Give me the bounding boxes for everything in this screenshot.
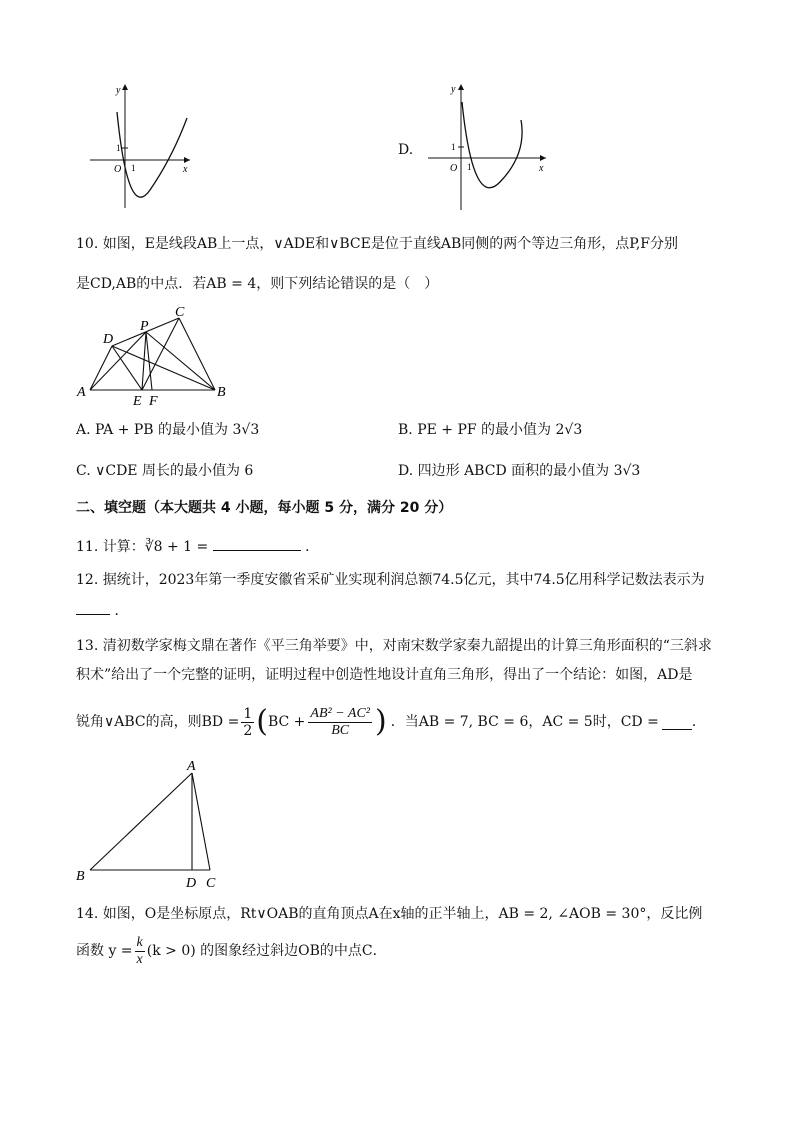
x-arrow-icon	[184, 157, 190, 163]
q10-option-c[interactable]: C. ∨CDE 周长的最小值为 6	[76, 463, 254, 479]
q11-answer-blank[interactable]	[213, 536, 301, 551]
q13-main-num: AB² − AC²	[310, 705, 370, 721]
point-e-label: E	[133, 394, 142, 409]
q13-half-fraction	[241, 706, 254, 739]
q13-half-num: 1	[243, 705, 253, 722]
point-f-label: F	[149, 394, 158, 409]
q14-line1: 14. 如图，O是坐标原点，Rt∨OAB的直角顶点A在x轴的正半轴上，AB = 2, ∠AOB = 30°，反比例	[76, 906, 703, 922]
graph-option-c	[80, 80, 200, 215]
y-arrow-icon	[458, 84, 464, 90]
q10-figure	[72, 300, 242, 410]
x-arrow-icon	[540, 155, 546, 161]
y-label: y	[116, 85, 121, 96]
q14-l2-b: (k > 0) 的图象经过斜边OB的中点C．	[146, 943, 387, 959]
q12-end: ．	[114, 603, 129, 619]
y-arrow-icon	[122, 84, 128, 90]
q13-line3	[76, 700, 706, 744]
origin-label: O	[114, 164, 122, 175]
one-y-label: 1	[116, 143, 121, 153]
section-2-heading: 二、填空题（本大题共 4 小题，每小题 5 分，满分 20 分）	[76, 500, 453, 516]
q10-option-d[interactable]: D. 四边形 ABCD 面积的最小值为 3√3	[398, 463, 641, 479]
one-x-label: 1	[467, 162, 472, 172]
q13-l3-bc: BC +	[267, 714, 306, 730]
q13-triangle-figure	[72, 756, 232, 891]
q12-answer-blank[interactable]	[76, 600, 110, 615]
one-y-label: 1	[451, 142, 456, 152]
q12-line1: 12. 据统计，2023年第一季度安徽省采矿业实现利润总额74.5亿元，其中74.5亿用科学记数法表示为	[76, 572, 705, 588]
point-c-label: C	[175, 305, 185, 320]
q14-num: k	[136, 934, 143, 950]
option-d-label[interactable]: D.	[398, 142, 414, 158]
point-d-label: D	[186, 876, 197, 891]
q13-line1: 13. 清初数学家梅文鼎在著作《平三角举要》中，对南宋数学家秦九韶提出的计算三角形面积的“三斜求	[76, 638, 712, 654]
point-b-label: B	[76, 869, 85, 884]
q14-line2	[76, 930, 387, 972]
one-x-label: 1	[131, 163, 136, 173]
q13-main-den: BC	[331, 722, 350, 738]
x-label: x	[183, 164, 188, 175]
q13-half-den: 2	[243, 722, 253, 739]
q10-option-b[interactable]: B. PE + PF 的最小值为 2√3	[398, 422, 583, 438]
q13-main-fraction	[308, 706, 372, 739]
q11-end: ．	[305, 539, 320, 555]
q14-den: x	[136, 951, 143, 967]
point-d-label: D	[103, 332, 114, 347]
q11	[76, 536, 319, 557]
right-paren: )	[375, 704, 387, 739]
q14-l2-a: 函数 y =	[76, 943, 133, 959]
point-a-label: A	[187, 759, 196, 774]
q13-line2: 积术”给出了一个完整的证明，证明过程中创造性地设计直角三角形，得出了一个结论：如图，AD是	[76, 667, 693, 683]
q11-text: 11. 计算：∛8 + 1 =	[76, 539, 209, 555]
point-b-label: B	[217, 385, 226, 400]
q13-answer-blank[interactable]	[662, 715, 692, 730]
point-p-label: P	[140, 319, 149, 334]
q10-line1: 10. 如图，E是线段AB上一点，∨ADE和∨BCE是位于直线AB同侧的两个等边三角形，点P,F分别	[76, 236, 679, 252]
q14-fraction	[135, 935, 145, 968]
q13-end: ．	[691, 714, 706, 730]
y-label: y	[451, 84, 456, 95]
point-a-label: A	[77, 385, 86, 400]
x-label: x	[539, 163, 544, 174]
parabola-curve	[117, 112, 187, 197]
q10-option-a[interactable]: A. PA + PB 的最小值为 3√3	[76, 422, 260, 438]
graph-option-d	[418, 80, 553, 215]
origin-label: O	[450, 163, 458, 174]
q13-l3-b: ．当AB = 7, BC = 6，AC = 5时，CD =	[390, 714, 659, 730]
parabola-curve	[462, 102, 522, 188]
left-paren: (	[256, 704, 268, 739]
point-c-label: C	[206, 876, 216, 891]
q12-line2	[76, 600, 128, 621]
q10-line2: 是CD,AB的中点．若AB = 4，则下列结论错误的是（ ）	[76, 276, 439, 292]
q13-l3-a: 锐角∨ABC的高，则BD =	[76, 714, 240, 730]
